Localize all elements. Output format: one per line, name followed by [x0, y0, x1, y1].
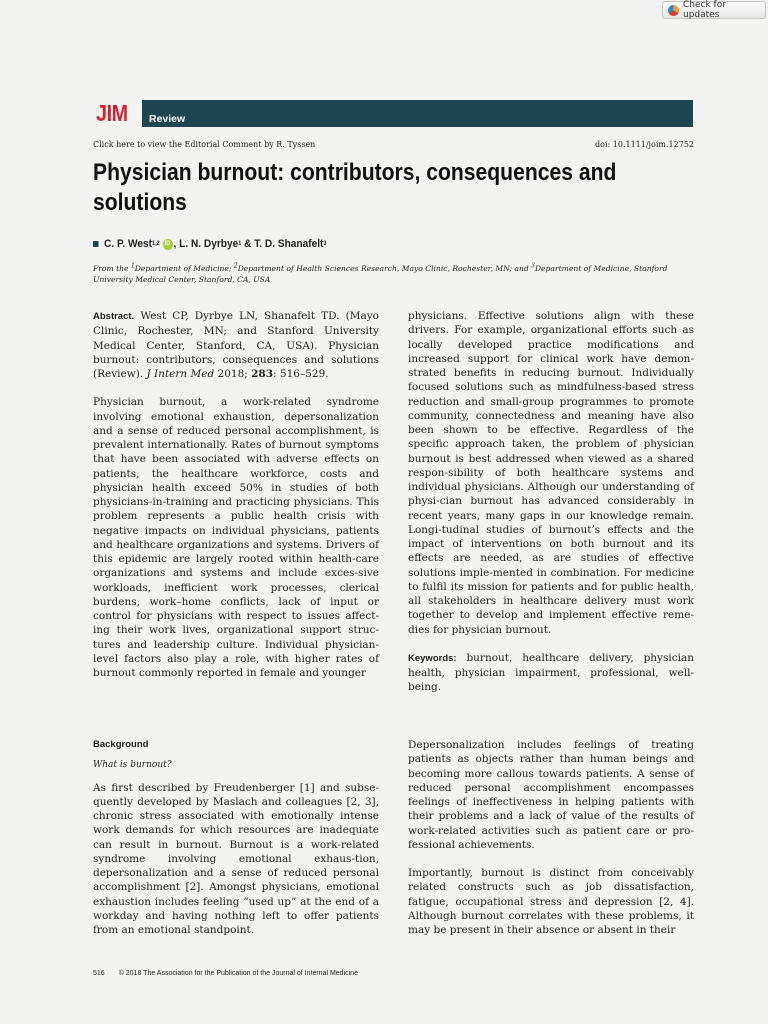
journal-logo: JIM	[96, 100, 128, 126]
abstract-paragraph-2: physicians. Effective solutions align with these drivers. For example, organizational efforts such as locally developed practice modifications and increased support for clinical work have demon-strated benefits in reducing burnout. Individually focused solutions such as mindfulness-based stress reduction and small-group programmes to promote community, connectedness and meaning have also been shown to be effective. Regardless of the specific approach taken, the problem of physician burnout is best addressed when viewed as a shared respon-sibility of both healthcare systems and individual physicians. Although our understanding of physi-cian burnout has advanced considerably in recent years, many gaps in our knowledge remain. Longi-tudinal studies of burnout’s effects and the impact of interventions on both burnout and its effects are needed, as are studies of effective solutions imple-mented in combination. For medicine to fulfil its mission for patients and for public health, all stakeholders in healthcare delivery must work together to develop and implement effective reme-dies for physician burnout.	[408, 310, 694, 636]
crossmark-icon	[668, 5, 679, 16]
author-3: T. D. Shanafelt	[254, 238, 324, 250]
page-footer	[93, 970, 358, 977]
body-paragraph-1: As first described by Freudenberger [1] and subse-quently developed by Maslach and colleagues [2, 3], chronic stress associated with emotionally intense work demands for which resources are inadequate can result in burnout. Burnout is a work-related syndrome involving emotional exhaus-tion, depersonalization and a sense of reduced personal accomplishment [2]. Amongst physicians, emotional exhaustion includes feeling “used up” at the end of a workday and having nothing left to offer patients from an emotional standpoint.	[93, 781, 379, 936]
subsection-heading: What is burnout?	[93, 760, 172, 771]
title-line-1: Physician burnout: contributors, consequences and	[93, 159, 617, 186]
affiliations: From the $^1$Department of Medicine; $^2$Department of Health Sciences Research, Mayo Clinic, Rochester, MN; and $^3$Department of Medicine, Stanford University Medical Center, Stanford, CA, USA	[93, 262, 668, 284]
article-title	[93, 158, 621, 218]
body-column-2	[408, 738, 694, 937]
page-number: 516	[93, 970, 105, 977]
author-sep: ,	[173, 238, 180, 250]
square-bullet-icon	[93, 241, 99, 247]
section-banner	[142, 100, 693, 127]
author-and: &	[241, 238, 255, 250]
keywords-label: Keywords:	[408, 652, 457, 664]
editorial-comment-link[interactable]: Click here to view the Editorial Comment by R. Tyssen	[93, 140, 316, 149]
author-1: C. P. West	[104, 238, 153, 250]
author-2: L. N. Dyrbye	[179, 238, 239, 250]
body-paragraph-2: Depersonalization includes feelings of treating patients as objects rather than human beings and becoming more callous towards patients. A sense of reduced personal accomplishment encompasses feelings of ineffectiveness in helping patients with their problems and a lack of value of the results of work-related activities such as patient care or pro-fessional achievements.	[408, 739, 694, 851]
section-heading: Background	[93, 739, 149, 750]
abstract-column-1	[93, 309, 379, 680]
section-label: Review	[149, 113, 186, 125]
check-for-updates-button[interactable]	[662, 1, 766, 19]
body-column-1	[93, 738, 379, 937]
abstract-column-2	[408, 309, 694, 695]
check-for-updates-label: Check for updates	[682, 0, 726, 20]
abstract-paragraph-1: Physician burnout, a work-related syndrome involving emotional exhaustion, depersonalization and a sense of reduced personal accomplishment, is prevalent internationally. Rates of burnout symptoms that have been associated with adverse effects on patients, the healthcare workforce, costs and physician health exceed 50% in studies of both physicians-in-training and practicing physicians. This problem represents a public health crisis with negative impacts on individual physicians, patients and healthcare organizations and systems. Drivers of this epidemic are largely rooted within health-care organizations and systems and include exces-sive workloads, inefficient work processes, clerical burdens, work–home conflicts, lack of input or control for physicians with respect to issues affect-ing their work lives, organizational support struc-tures and leadership culture. Individual physician-level factors also play a role, with higher rates of burnout commonly reported in female and younger	[93, 396, 379, 679]
orcid-icon[interactable]: iD	[162, 239, 172, 250]
abstract-label: Abstract.	[93, 311, 135, 322]
abstract-citation: Abstract. West CP, Dyrbye LN, Shanafelt TD. (Mayo Clinic, Rochester, MN; and Stanford University Medical Center, Stanford, CA, USA). Physician burnout: contributors, consequences and solutions (Review). J Intern Med 2018; 283: 516–529.	[93, 310, 379, 380]
keywords: Keywords: burnout, healthcare delivery, physician health, physician impairment, professional, well-being.	[408, 651, 694, 694]
copyright: © 2018 The Association for the Publication of the Journal of Internal Medicine	[118, 970, 358, 977]
author-list: C. P. West 1,2 iD , L. N. Dyrbye 1 & T. D. Shanafelt 3	[93, 238, 326, 250]
body-paragraph-3: Importantly, burnout is distinct from conceivably related constructs such as job dissatisfaction, fatigue, occupational stress and depression [2, 4]. Although burnout correlates with these problems, it may be present in their absence or absent in their	[408, 867, 694, 936]
doi: doi: 10.1111/joim.12752	[595, 140, 694, 149]
title-line-2: solutions	[93, 189, 187, 216]
